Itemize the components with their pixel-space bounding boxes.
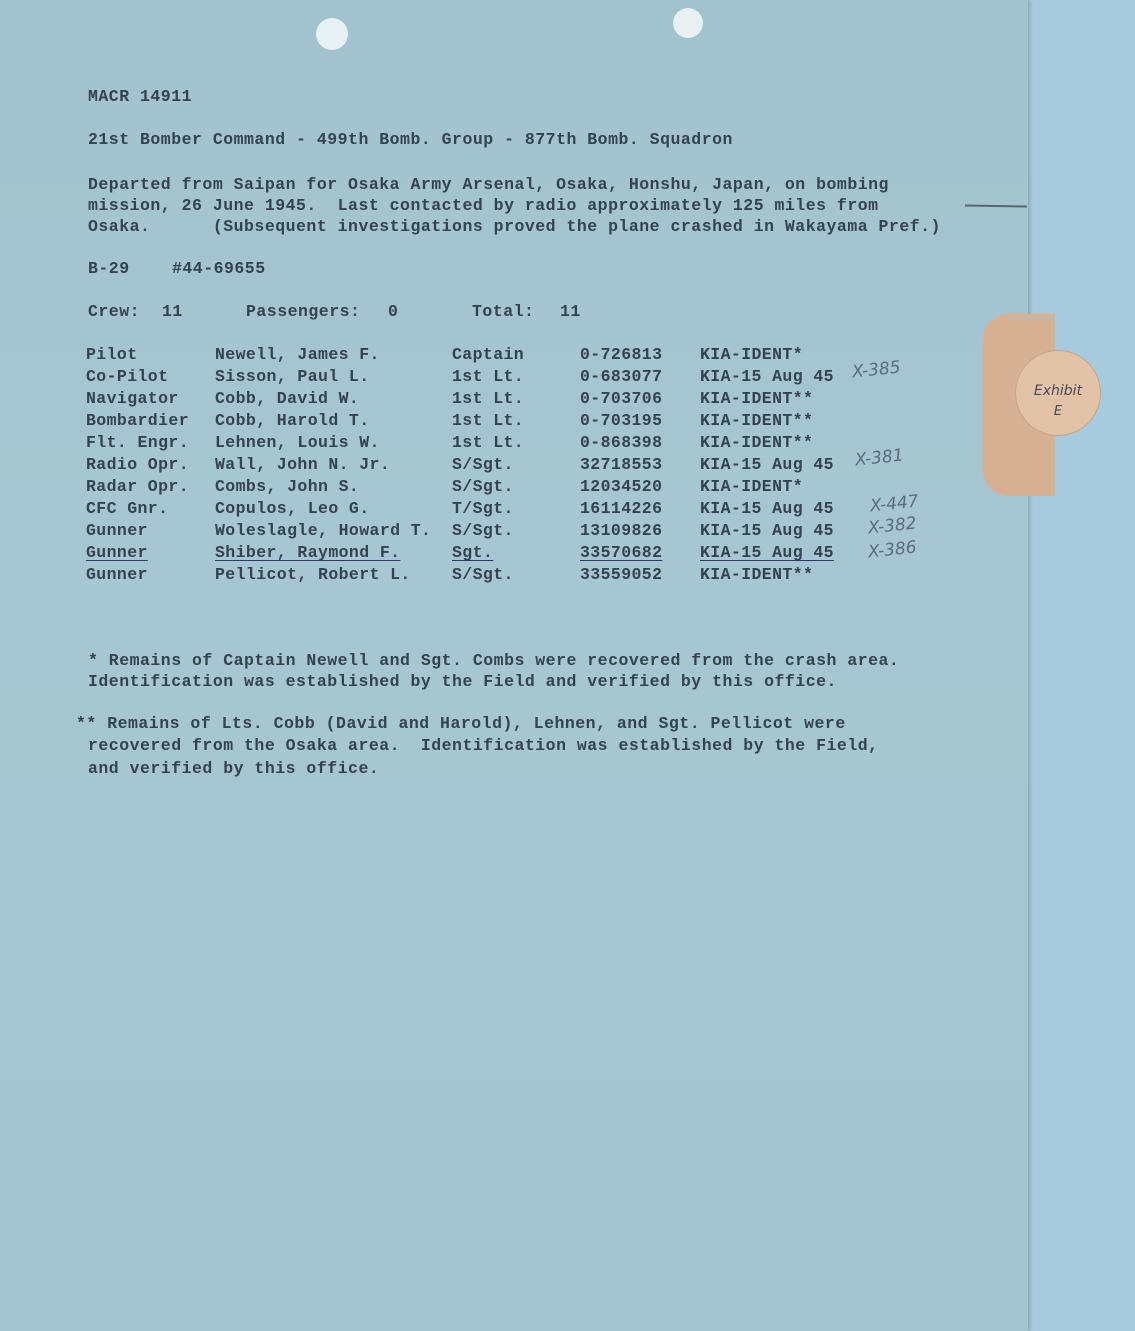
crew-rank: 1st Lt. bbox=[452, 411, 525, 430]
crew-rank: S/Sgt. bbox=[452, 565, 514, 584]
crew-role: Bombardier bbox=[86, 411, 190, 430]
crew-name: Wall, John N. Jr. bbox=[215, 455, 391, 474]
punch-hole-right bbox=[673, 8, 703, 38]
crew-name: Newell, James F. bbox=[215, 345, 380, 364]
crew-rank: 1st Lt. bbox=[452, 389, 525, 408]
crew-serial: 33559052 bbox=[580, 565, 663, 584]
crew-rank: 1st Lt. bbox=[452, 433, 525, 452]
crew-rank: Captain bbox=[452, 345, 525, 364]
footnote-1-line-1: * Remains of Captain Newell and Sgt. Combs were recovered from the crash area. bbox=[88, 651, 900, 670]
crew-rank: T/Sgt. bbox=[452, 499, 514, 518]
crew-status: KIA-15 Aug 45 bbox=[700, 455, 834, 474]
crew-role: Pilot bbox=[86, 345, 138, 364]
crew-status: KIA-15 Aug 45 bbox=[700, 543, 834, 562]
background-strip bbox=[1028, 0, 1135, 1331]
crew-rank: Sgt. bbox=[452, 543, 494, 562]
crew-serial: 0-703706 bbox=[580, 389, 663, 408]
crew-name: Cobb, Harold T. bbox=[215, 411, 370, 430]
crew-rank: S/Sgt. bbox=[452, 477, 514, 496]
crew-serial: 0-703195 bbox=[580, 411, 663, 430]
footnote-1-line-2: Identification was established by the Field and verified by this office. bbox=[88, 672, 837, 691]
margin-mark bbox=[965, 204, 1027, 207]
crew-status: KIA-15 Aug 45 bbox=[700, 521, 834, 540]
crew-status: KIA-IDENT** bbox=[700, 389, 814, 408]
departure-line-2: mission, 26 June 1945. Last contacted by radio approximately 125 miles from bbox=[88, 196, 879, 215]
crew-role: Radio Opr. bbox=[86, 455, 190, 474]
crew-role: Gunner bbox=[86, 521, 148, 540]
crew-role: Gunner bbox=[86, 543, 148, 562]
crew-status: KIA-IDENT* bbox=[700, 477, 804, 496]
handwritten-note: X-385 bbox=[851, 357, 902, 383]
crew-name: Copulos, Leo G. bbox=[215, 499, 370, 518]
crew-status: KIA-15 Aug 45 bbox=[700, 367, 834, 386]
crew-name: Pellicot, Robert L. bbox=[215, 565, 411, 584]
total-label: Total: bbox=[472, 302, 535, 321]
footnote-2-line-1: ** Remains of Lts. Cobb (David and Harold), Lehnen, and Sgt. Pellicot were bbox=[76, 714, 846, 733]
crew-rank: S/Sgt. bbox=[452, 521, 514, 540]
handwritten-note: X-382 bbox=[867, 513, 918, 539]
crew-name: Woleslagle, Howard T. bbox=[215, 521, 432, 540]
command-line: 21st Bomber Command - 499th Bomb. Group - 877th Bomb. Squadron bbox=[88, 130, 733, 149]
crew-name: Cobb, David W. bbox=[215, 389, 360, 408]
handwritten-note: X-381 bbox=[854, 445, 905, 471]
footnote-2-line-2: recovered from the Osaka area. Identification was established by the Field, bbox=[88, 736, 879, 755]
crew-serial: 0-683077 bbox=[580, 367, 663, 386]
departure-line-1: Departed from Saipan for Osaka Army Arsenal, Osaka, Honshu, Japan, on bombing bbox=[88, 175, 889, 194]
departure-line-3: Osaka. (Subsequent investigations proved the plane crashed in Wakayama Pref.) bbox=[88, 217, 941, 236]
crew-serial: 13109826 bbox=[580, 521, 663, 540]
crew-status: KIA-15 Aug 45 bbox=[700, 499, 834, 518]
crew-serial: 32718553 bbox=[580, 455, 663, 474]
crew-role: Co-Pilot bbox=[86, 367, 169, 386]
crew-status: KIA-IDENT* bbox=[700, 345, 804, 364]
crew-serial: 16114226 bbox=[580, 499, 663, 518]
footnote-2-line-3: and verified by this office. bbox=[88, 759, 380, 778]
crew-label: Crew: bbox=[88, 302, 141, 321]
crew-status: KIA-IDENT** bbox=[700, 565, 814, 584]
crew-serial: 12034520 bbox=[580, 477, 663, 496]
aircraft-number: #44-69655 bbox=[172, 259, 266, 278]
macr-number: MACR 14911 bbox=[88, 87, 193, 106]
exhibit-label: Exhibit bbox=[1033, 383, 1083, 399]
crew-role: Navigator bbox=[86, 389, 179, 408]
crew-role: CFC Gnr. bbox=[86, 499, 169, 518]
handwritten-note: X-447 bbox=[869, 491, 920, 517]
passengers-label: Passengers: bbox=[246, 302, 361, 321]
handwritten-note: X-386 bbox=[867, 537, 918, 563]
crew-status: KIA-IDENT** bbox=[700, 411, 814, 430]
crew-name: Shiber, Raymond F. bbox=[215, 543, 401, 562]
crew-name: Sisson, Paul L. bbox=[215, 367, 370, 386]
crew-role: Radar Opr. bbox=[86, 477, 190, 496]
aircraft-type: B-29 bbox=[88, 259, 130, 278]
crew-rank: S/Sgt. bbox=[452, 455, 514, 474]
crew-role: Gunner bbox=[86, 565, 148, 584]
total-count: 11 bbox=[560, 302, 581, 321]
passengers-count: 0 bbox=[388, 302, 399, 321]
crew-rank: 1st Lt. bbox=[452, 367, 525, 386]
crew-serial: 33570682 bbox=[580, 543, 663, 562]
crew-name: Lehnen, Louis W. bbox=[215, 433, 380, 452]
exhibit-letter: E bbox=[1053, 404, 1063, 419]
punch-hole-left bbox=[316, 18, 348, 50]
crew-name: Combs, John S. bbox=[215, 477, 360, 496]
crew-role: Flt. Engr. bbox=[86, 433, 190, 452]
crew-serial: 0-868398 bbox=[580, 433, 663, 452]
crew-serial: 0-726813 bbox=[580, 345, 663, 364]
crew-status: KIA-IDENT** bbox=[700, 433, 814, 452]
crew-count: 11 bbox=[162, 302, 183, 321]
